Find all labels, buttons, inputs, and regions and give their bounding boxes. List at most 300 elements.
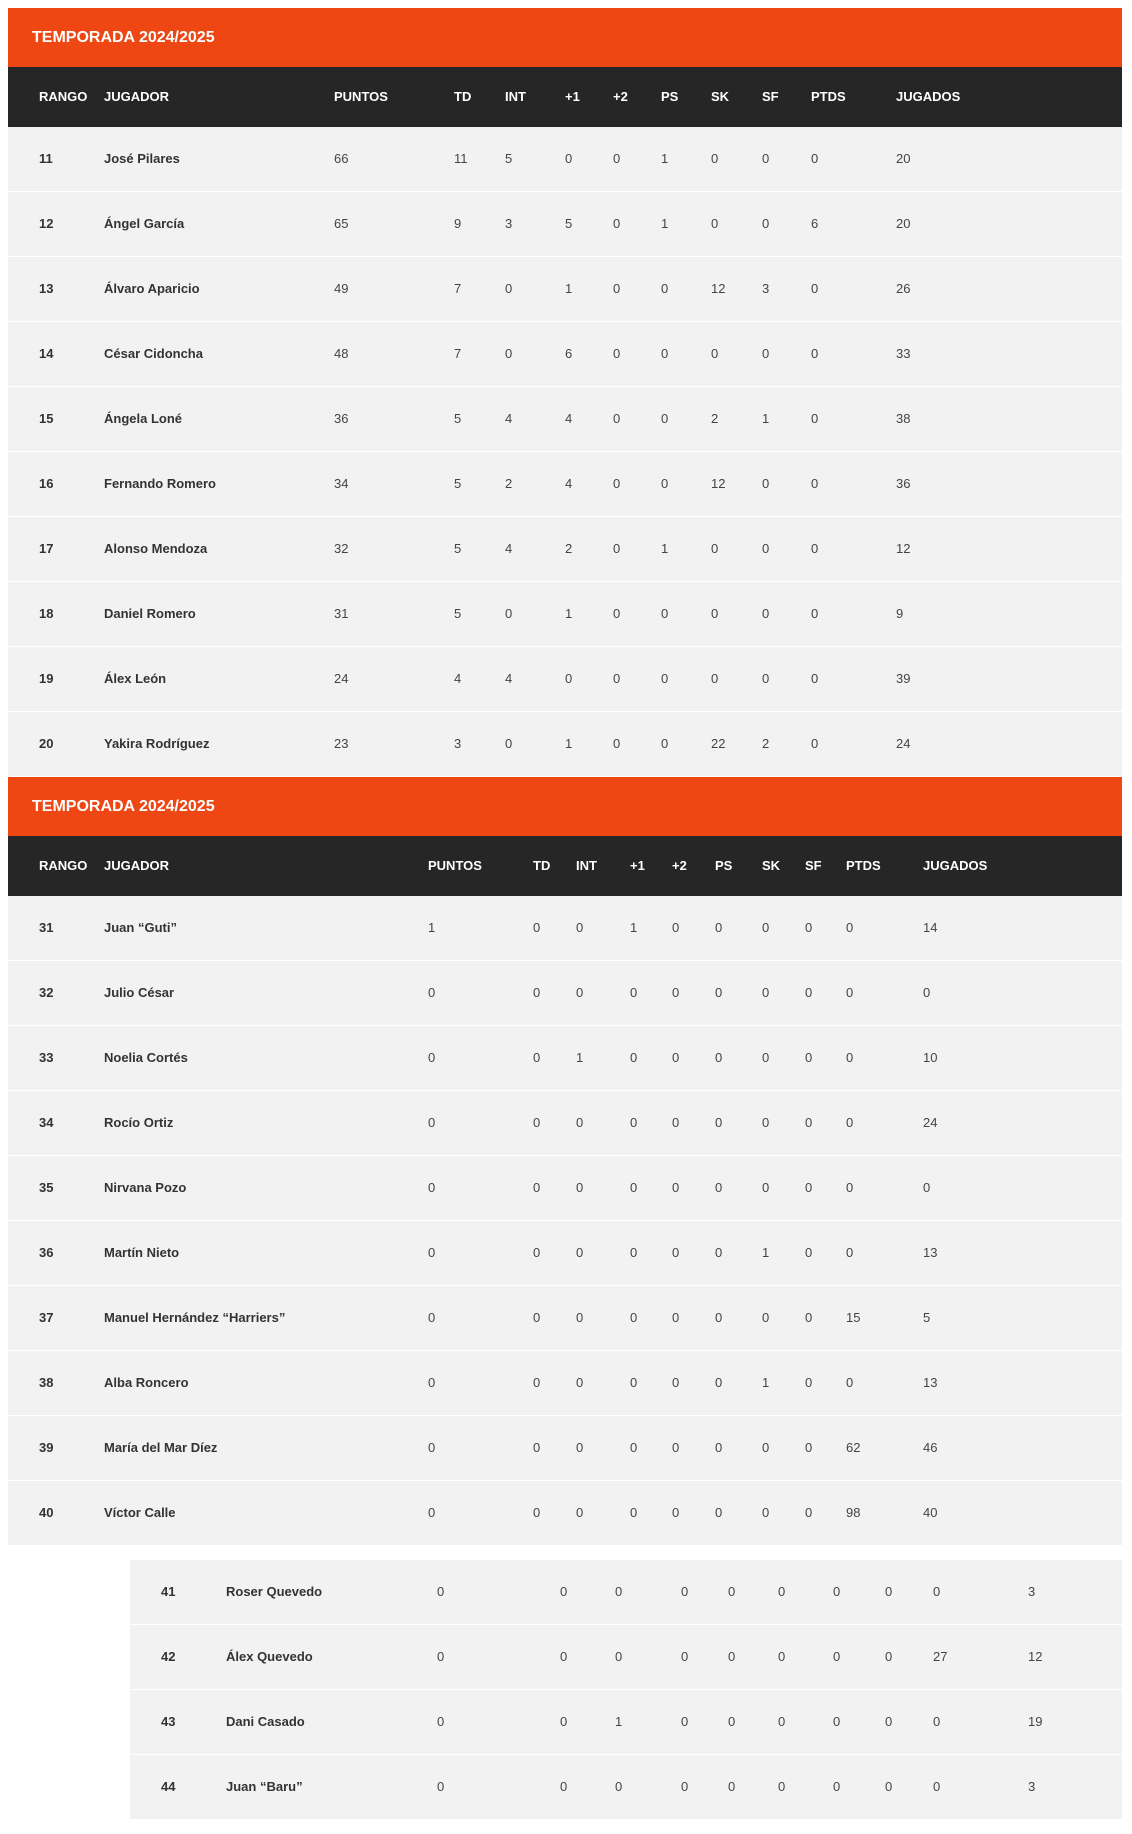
table-row — [8, 961, 1122, 1026]
standings-table-continued — [130, 1560, 1122, 1820]
ptds-cell: 0 — [846, 1375, 854, 1390]
plus1-cell: 2 — [565, 541, 573, 556]
played-cell: 39 — [896, 671, 911, 686]
ps-cell: 0 — [661, 476, 669, 491]
plus2-cell: 0 — [613, 346, 621, 361]
ps-cell: 0 — [715, 1245, 723, 1260]
sf-cell: 0 — [762, 606, 770, 621]
plus2-cell: 0 — [672, 1245, 680, 1260]
player-name: Manuel Hernández “Harriers” — [104, 1310, 286, 1325]
player-name: Ángel García — [104, 216, 185, 231]
column-header-ps: PS — [661, 89, 679, 104]
sf-cell: 0 — [885, 1649, 893, 1664]
player-name: Rocío Ortiz — [104, 1115, 174, 1130]
played-cell: 10 — [923, 1050, 938, 1065]
column-header-int: INT — [505, 89, 526, 104]
ptds-cell: 0 — [811, 476, 819, 491]
played-cell: 12 — [1028, 1649, 1043, 1664]
ptds-cell: 62 — [846, 1440, 861, 1455]
column-header-td: TD — [454, 89, 472, 104]
plus1-cell: 1 — [565, 606, 573, 621]
table-body — [8, 127, 1122, 777]
sf-cell: 0 — [805, 1115, 813, 1130]
plus1-cell: 0 — [565, 151, 573, 166]
player-name: Daniel Romero — [104, 606, 196, 621]
table-row — [130, 1560, 1122, 1625]
plus1-cell: 5 — [565, 216, 573, 231]
column-header-player: JUGADOR — [104, 89, 170, 104]
sk-cell: 0 — [762, 1115, 770, 1130]
ptds-cell: 98 — [846, 1505, 861, 1520]
plus1-cell: 1 — [565, 736, 573, 751]
td-cell: 0 — [533, 920, 541, 935]
rank-cell: 16 — [39, 476, 54, 491]
ptds-cell: 15 — [846, 1310, 861, 1325]
played-cell: 19 — [1028, 1714, 1043, 1729]
player-name: Nirvana Pozo — [104, 1180, 187, 1195]
column-header-sk: SK — [711, 89, 730, 104]
td-cell: 4 — [454, 671, 462, 686]
column-header-sf: SF — [762, 89, 779, 104]
td-cell: 3 — [454, 736, 462, 751]
plus2-cell: 0 — [672, 1050, 680, 1065]
ps-cell: 0 — [715, 920, 723, 935]
rank-cell: 35 — [39, 1180, 54, 1195]
player-name: Juan “Baru” — [226, 1779, 303, 1794]
int-cell: 0 — [505, 281, 513, 296]
sk-cell: 0 — [762, 1505, 770, 1520]
td-cell: 0 — [533, 1245, 541, 1260]
points-cell: 0 — [437, 1779, 445, 1794]
plus1-cell: 0 — [630, 1050, 638, 1065]
plus2-cell: 0 — [728, 1649, 736, 1664]
column-header-player: JUGADOR — [104, 858, 170, 873]
ptds-cell: 0 — [811, 411, 819, 426]
player-name: Víctor Calle — [104, 1505, 176, 1520]
td-cell: 0 — [533, 985, 541, 1000]
points-cell: 0 — [428, 1245, 436, 1260]
plus1-cell: 0 — [681, 1649, 689, 1664]
table-row — [8, 1091, 1122, 1156]
plus1-cell: 0 — [630, 1505, 638, 1520]
int-cell: 0 — [576, 1310, 584, 1325]
plus2-cell: 0 — [728, 1584, 736, 1599]
ptds-cell: 0 — [811, 606, 819, 621]
plus1-cell: 4 — [565, 411, 573, 426]
ps-cell: 0 — [715, 1440, 723, 1455]
column-header-rank: RANGO — [39, 89, 88, 104]
table-row — [8, 1221, 1122, 1286]
player-name: Álex Quevedo — [226, 1649, 313, 1664]
ptds-cell: 0 — [933, 1714, 941, 1729]
sk-cell: 0 — [762, 1180, 770, 1195]
table-row — [130, 1625, 1122, 1690]
table-row — [8, 1351, 1122, 1416]
sf-cell: 0 — [805, 1180, 813, 1195]
ptds-cell: 0 — [811, 671, 819, 686]
plus1-cell: 0 — [565, 671, 573, 686]
played-cell: 33 — [896, 346, 911, 361]
table-row — [8, 387, 1122, 452]
played-cell: 13 — [923, 1245, 938, 1260]
played-cell: 24 — [896, 736, 911, 751]
table-header — [8, 67, 1122, 127]
points-cell: 0 — [428, 1375, 436, 1390]
table-row — [8, 1156, 1122, 1221]
season-title: TEMPORADA 2024/2025 — [8, 8, 1122, 67]
plus2-cell: 0 — [672, 1375, 680, 1390]
standings-table — [8, 8, 1122, 777]
int-cell: 0 — [505, 346, 513, 361]
ps-cell: 0 — [715, 1505, 723, 1520]
td-cell: 5 — [454, 606, 462, 621]
table-row — [8, 712, 1122, 777]
sk-cell: 0 — [833, 1649, 841, 1664]
td-cell: 11 — [454, 151, 468, 166]
sf-cell: 0 — [805, 1245, 813, 1260]
int-cell: 0 — [505, 736, 513, 751]
ptds-cell: 0 — [846, 920, 854, 935]
player-name: Álex León — [104, 671, 167, 686]
plus2-cell: 0 — [613, 671, 621, 686]
table-row — [8, 452, 1122, 517]
player-name: Yakira Rodríguez — [104, 736, 210, 751]
rank-cell: 13 — [39, 281, 54, 296]
rank-cell: 42 — [161, 1649, 176, 1664]
rank-cell: 39 — [39, 1440, 54, 1455]
player-name: Ángela Loné — [104, 411, 183, 426]
points-cell: 0 — [437, 1714, 445, 1729]
td-cell: 0 — [533, 1180, 541, 1195]
played-cell: 5 — [923, 1310, 931, 1325]
sk-cell: 0 — [762, 1050, 770, 1065]
sf-cell: 0 — [762, 346, 770, 361]
table-header — [8, 836, 1122, 896]
played-cell: 14 — [923, 920, 938, 935]
sf-cell: 0 — [885, 1779, 893, 1794]
rank-cell: 41 — [161, 1584, 176, 1599]
plus1-cell: 6 — [565, 346, 573, 361]
played-cell: 12 — [896, 541, 911, 556]
ps-cell: 1 — [661, 216, 669, 231]
sk-cell: 0 — [711, 151, 719, 166]
int-cell: 5 — [505, 151, 513, 166]
ptds-cell: 0 — [811, 151, 819, 166]
td-cell: 0 — [560, 1779, 568, 1794]
plus1-cell: 0 — [630, 1375, 638, 1390]
int-cell: 4 — [505, 541, 513, 556]
played-cell: 0 — [923, 1180, 931, 1195]
ps-cell: 0 — [661, 606, 669, 621]
played-cell: 9 — [896, 606, 904, 621]
played-cell: 24 — [923, 1115, 938, 1130]
plus1-cell: 0 — [630, 1440, 638, 1455]
plus2-cell: 0 — [613, 736, 621, 751]
rank-cell: 38 — [39, 1375, 54, 1390]
rank-cell: 20 — [39, 736, 54, 751]
ps-cell: 0 — [778, 1649, 786, 1664]
points-cell: 0 — [428, 1050, 436, 1065]
ptds-cell: 0 — [811, 281, 819, 296]
player-name: María del Mar Díez — [104, 1440, 218, 1455]
plus1-cell: 1 — [565, 281, 573, 296]
played-cell: 26 — [896, 281, 911, 296]
int-cell: 0 — [576, 1115, 584, 1130]
points-cell: 48 — [334, 346, 349, 361]
sf-cell: 0 — [805, 1050, 813, 1065]
sf-cell: 0 — [805, 1375, 813, 1390]
plus1-cell: 0 — [681, 1779, 689, 1794]
rank-cell: 32 — [39, 985, 54, 1000]
table-row — [8, 647, 1122, 712]
rank-cell: 40 — [39, 1505, 54, 1520]
played-cell: 36 — [896, 476, 911, 491]
td-cell: 0 — [533, 1115, 541, 1130]
int-cell: 1 — [615, 1714, 623, 1729]
sf-cell: 2 — [762, 736, 770, 751]
int-cell: 0 — [576, 1180, 584, 1195]
table-row — [8, 192, 1122, 257]
int-cell: 0 — [615, 1584, 623, 1599]
points-cell: 0 — [428, 985, 436, 1000]
ps-cell: 0 — [661, 736, 669, 751]
rank-cell: 34 — [39, 1115, 54, 1130]
table-row — [8, 127, 1122, 192]
td-cell: 0 — [533, 1375, 541, 1390]
plus1-cell: 0 — [630, 985, 638, 1000]
sf-cell: 0 — [762, 151, 770, 166]
plus2-cell: 0 — [672, 1310, 680, 1325]
plus2-cell: 0 — [672, 1440, 680, 1455]
sf-cell: 0 — [805, 920, 813, 935]
ps-cell: 0 — [715, 1310, 723, 1325]
sk-cell: 0 — [762, 985, 770, 1000]
column-header-ptds: PTDS — [811, 89, 846, 104]
td-cell: 9 — [454, 216, 462, 231]
ps-cell: 0 — [778, 1714, 786, 1729]
points-cell: 1 — [428, 920, 436, 935]
ps-cell: 0 — [778, 1779, 786, 1794]
player-name: Juan “Guti” — [104, 920, 177, 935]
plus1-cell: 4 — [565, 476, 573, 491]
sf-cell: 0 — [885, 1584, 893, 1599]
player-name: Fernando Romero — [104, 476, 216, 491]
plus2-cell: 0 — [613, 216, 621, 231]
sf-cell: 3 — [762, 281, 770, 296]
td-cell: 5 — [454, 411, 462, 426]
plus1-cell: 0 — [630, 1180, 638, 1195]
sk-cell: 0 — [833, 1584, 841, 1599]
table-row — [8, 1026, 1122, 1091]
int-cell: 0 — [576, 1245, 584, 1260]
ps-cell: 0 — [661, 346, 669, 361]
points-cell: 0 — [428, 1180, 436, 1195]
ptds-cell: 0 — [846, 1245, 854, 1260]
int-cell: 0 — [615, 1649, 623, 1664]
points-cell: 0 — [437, 1584, 445, 1599]
points-cell: 31 — [334, 606, 349, 621]
table-row — [8, 1416, 1122, 1481]
rank-cell: 37 — [39, 1310, 54, 1325]
plus1-cell: 0 — [630, 1310, 638, 1325]
plus2-cell: 0 — [672, 1115, 680, 1130]
plus1-cell: 0 — [630, 1115, 638, 1130]
ptds-cell: 0 — [811, 736, 819, 751]
rank-cell: 43 — [161, 1714, 176, 1729]
plus2-cell: 0 — [613, 281, 621, 296]
ptds-cell: 0 — [933, 1584, 941, 1599]
played-cell: 3 — [1028, 1584, 1036, 1599]
table-row — [8, 1286, 1122, 1351]
player-name: Julio César — [104, 985, 175, 1000]
plus2-cell: 0 — [613, 606, 621, 621]
column-header-ptds: PTDS — [846, 858, 881, 873]
points-cell: 34 — [334, 476, 349, 491]
sk-cell: 12 — [711, 281, 726, 296]
table-body — [130, 1560, 1122, 1820]
int-cell: 0 — [615, 1779, 623, 1794]
td-cell: 5 — [454, 541, 462, 556]
int-cell: 0 — [576, 920, 584, 935]
ps-cell: 0 — [661, 411, 669, 426]
column-header-plus2: +2 — [613, 89, 628, 104]
column-header-plus1: +1 — [565, 89, 580, 104]
ptds-cell: 0 — [811, 541, 819, 556]
plus2-cell: 0 — [672, 920, 680, 935]
int-cell: 1 — [576, 1050, 584, 1065]
played-cell: 3 — [1028, 1779, 1036, 1794]
sf-cell: 0 — [805, 1440, 813, 1455]
played-cell: 0 — [923, 985, 931, 1000]
plus1-cell: 0 — [681, 1584, 689, 1599]
points-cell: 0 — [428, 1440, 436, 1455]
player-name: Alba Roncero — [104, 1375, 189, 1390]
plus2-cell: 0 — [728, 1714, 736, 1729]
player-name: Dani Casado — [226, 1714, 305, 1729]
sf-cell: 0 — [762, 476, 770, 491]
ps-cell: 1 — [661, 541, 669, 556]
points-cell: 0 — [428, 1310, 436, 1325]
column-header-sf: SF — [805, 858, 822, 873]
ps-cell: 0 — [715, 1180, 723, 1195]
td-cell: 0 — [533, 1440, 541, 1455]
season-title: TEMPORADA 2024/2025 — [8, 777, 1122, 836]
played-cell: 13 — [923, 1375, 938, 1390]
ptds-cell: 27 — [933, 1649, 948, 1664]
rank-cell: 18 — [39, 606, 54, 621]
td-cell: 0 — [533, 1310, 541, 1325]
sk-cell: 22 — [711, 736, 726, 751]
sk-cell: 0 — [833, 1779, 841, 1794]
ptds-cell: 0 — [846, 1115, 854, 1130]
rank-cell: 14 — [39, 346, 54, 361]
points-cell: 0 — [428, 1115, 436, 1130]
int-cell: 0 — [576, 1375, 584, 1390]
points-cell: 0 — [428, 1505, 436, 1520]
td-cell: 5 — [454, 476, 462, 491]
table-row — [8, 517, 1122, 582]
table-row — [130, 1755, 1122, 1820]
plus2-cell: 0 — [672, 1505, 680, 1520]
column-header-ps: PS — [715, 858, 733, 873]
td-cell: 0 — [533, 1050, 541, 1065]
int-cell: 4 — [505, 671, 513, 686]
points-cell: 23 — [334, 736, 349, 751]
plus2-cell: 0 — [613, 476, 621, 491]
td-cell: 7 — [454, 281, 462, 296]
ps-cell: 0 — [715, 985, 723, 1000]
int-cell: 2 — [505, 476, 513, 491]
table-row — [8, 322, 1122, 387]
plus1-cell: 0 — [630, 1245, 638, 1260]
played-cell: 40 — [923, 1505, 938, 1520]
table-row — [8, 896, 1122, 961]
played-cell: 20 — [896, 216, 911, 231]
table-row — [8, 582, 1122, 647]
td-cell: 0 — [533, 1505, 541, 1520]
td-cell: 0 — [560, 1649, 568, 1664]
sk-cell: 0 — [833, 1714, 841, 1729]
table-row — [130, 1690, 1122, 1755]
int-cell: 0 — [505, 606, 513, 621]
standings-table — [8, 777, 1122, 1546]
int-cell: 0 — [576, 985, 584, 1000]
sf-cell: 1 — [762, 411, 770, 426]
ptds-cell: 0 — [933, 1779, 941, 1794]
ptds-cell: 0 — [846, 985, 854, 1000]
sk-cell: 0 — [711, 606, 719, 621]
rank-cell: 12 — [39, 216, 54, 231]
column-header-plus2: +2 — [672, 858, 687, 873]
points-cell: 32 — [334, 541, 349, 556]
sk-cell: 0 — [711, 541, 719, 556]
player-name: Alonso Mendoza — [104, 541, 208, 556]
player-name: Noelia Cortés — [104, 1050, 188, 1065]
plus1-cell: 0 — [681, 1714, 689, 1729]
table-row — [8, 1481, 1122, 1546]
ps-cell: 1 — [661, 151, 669, 166]
ps-cell: 0 — [778, 1584, 786, 1599]
table-body — [8, 896, 1122, 1546]
column-header-played: JUGADOS — [923, 858, 988, 873]
ps-cell: 0 — [715, 1115, 723, 1130]
column-header-int: INT — [576, 858, 597, 873]
sf-cell: 0 — [805, 1505, 813, 1520]
plus2-cell: 0 — [672, 985, 680, 1000]
sk-cell: 0 — [711, 671, 719, 686]
sk-cell: 12 — [711, 476, 726, 491]
player-name: Álvaro Aparicio — [104, 281, 200, 296]
rank-cell: 33 — [39, 1050, 54, 1065]
sf-cell: 0 — [762, 541, 770, 556]
player-name: Martín Nieto — [104, 1245, 180, 1260]
sk-cell: 0 — [762, 1310, 770, 1325]
ps-cell: 0 — [715, 1050, 723, 1065]
played-cell: 20 — [896, 151, 911, 166]
column-header-sk: SK — [762, 858, 781, 873]
plus2-cell: 0 — [728, 1779, 736, 1794]
td-cell: 7 — [454, 346, 462, 361]
player-name: José Pilares — [104, 151, 180, 166]
td-cell: 0 — [560, 1714, 568, 1729]
rank-cell: 36 — [39, 1245, 54, 1260]
points-cell: 66 — [334, 151, 349, 166]
column-header-points: PUNTOS — [428, 858, 482, 873]
points-cell: 36 — [334, 411, 349, 426]
sk-cell: 0 — [762, 920, 770, 935]
int-cell: 3 — [505, 216, 513, 231]
sf-cell: 0 — [885, 1714, 893, 1729]
